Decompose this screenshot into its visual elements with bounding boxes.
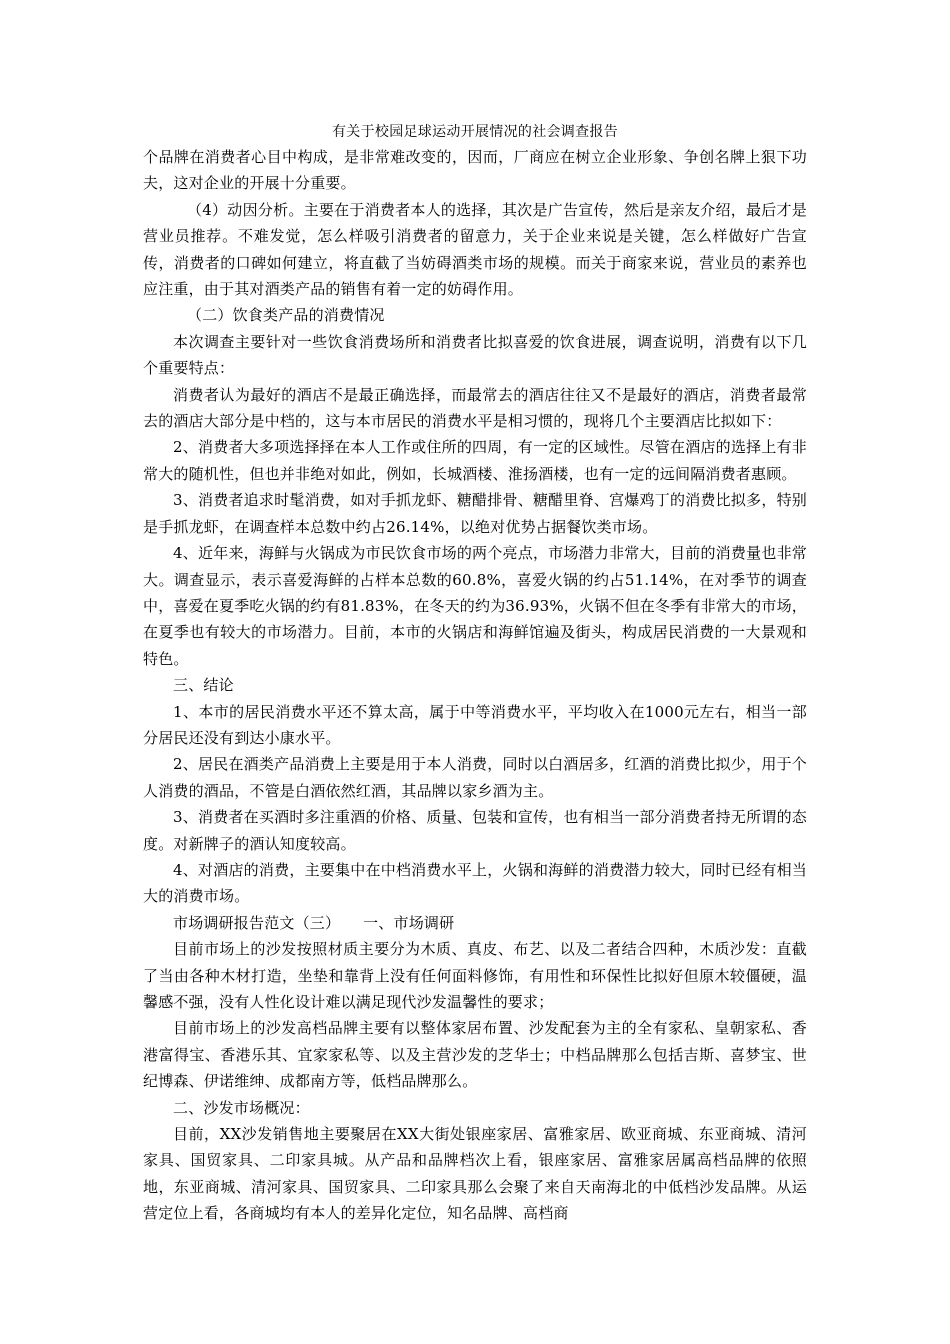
paragraph-point-2: 2、消费者大多项选择择在本人工作或住所的四周，有一定的区域性。尽管在酒店的选择上有非常大的随机性，但也并非绝对如此，例如，长城酒楼、淮扬酒楼，也有一定的远间隔消费者惠顾。	[143, 438, 807, 483]
paragraph-motive-analysis: （4）动因分析。主要在于消费者本人的选择，其次是广告宣传，然后是亲友介绍，最后才是营业员推荐。不难发觉，怎么样吸引消费者的留意力，关于企业来说是关键，怎么样做好广告宣传，消费者的口碑如何建立，将直截了当妨碍酒类市场的规模。而关于商家来说，营业员的素养也应注重，由于其对酒类产品的销售有着一定的妨碍作用。	[143, 200, 807, 299]
paragraph-sofa-brands: 目前市场上的沙发高档品牌主要有以整体家居布置、沙发配套为主的全有家私、皇朝家私、香港富得宝、香港乐其、宜家家私等、以及主营沙发的芝华士；中档品牌那么包括吉斯、喜梦宝、世纪博森、伊诺维绅、成都南方等，低档品牌那么。	[143, 1019, 807, 1091]
paragraph-survey-intro: 本次调查主要针对一些饮食消费场所和消费者比拟喜爱的饮食进展，调查说明，消费有以下几个重要特点：	[143, 332, 807, 378]
paragraph-restaurant-choice: 消费者认为最好的酒店不是最正确选择，而最常去的酒店往往又不是最好的酒店，消费者最常去的酒店大部分是中档的，这与本市居民的消费水平是相习惯的，现将几个主要酒店比拟如下：	[143, 385, 807, 431]
section-heading-food-consumption: （二）饮食类产品的消费情况	[187, 306, 385, 325]
paragraph-conclusion-1: 1、本市的居民消费水平还不算太高，属于中等消费水平，平均收入在1000元左右，相当一部分居民还没有到达小康水平。	[143, 702, 807, 747]
paragraph-conclusion-4: 4、对酒店的消费，主要集中在中档消费水平上，火锅和海鲜的消费潜力较大，同时已经有相当大的消费市场。	[143, 860, 807, 906]
document-page	[143, 122, 807, 1227]
section-heading-sofa-market: 二、沙发市场概况：	[173, 1098, 310, 1117]
section-heading-sample-3: 市场调研报告范文（三） 一、市场调研	[173, 913, 455, 932]
paragraph-sofa-locations: 目前，XX沙发销售地主要聚居在XX大街处银座家居、富雅家居、欧亚商城、东亚商城、清河家具、国贸家具、二印家具城。从产品和品牌档次上看，银座家居、富雅家居属高档品牌的依照地，东亚商城、清河家具、国贸家具、二印家具那么会聚了来自天南海北的中低档沙发品牌。从运营定位上看，各商城均有本人的差异化定位，知名品牌、高档商	[143, 1125, 807, 1223]
paragraph-conclusion-3: 3、消费者在买酒时多注重酒的价格、质量、包装和宣传，也有相当一部分消费者持无所谓的态度。对新牌子的酒认知度较高。	[143, 808, 807, 853]
section-heading-conclusion: 三、结论	[173, 676, 234, 695]
paragraph-brand-image: 个品牌在消费者心目中构成，是非常难改变的，因而，厂商应在树立企业形象、争创名牌上狠下功夫，这对企业的开展十分重要。	[143, 148, 807, 193]
paragraph-sofa-materials: 目前市场上的沙发按照材质主要分为木质、真皮、布艺、以及二者结合四种，木质沙发：直截了当由各种木材打造，坐垫和靠背上没有任何面料修饰，有用性和环保性比拟好但原木较僵硬，温馨感不强，没有人性化设计难以满足现代沙发温馨性的要求；	[143, 940, 807, 1011]
document-title: 有关于校园足球运动开展情况的社会调查报告	[332, 124, 618, 140]
paragraph-conclusion-2: 2、居民在酒类产品消费上主要是用于本人消费，同时以白酒居多，红酒的消费比拟少，用于个人消费的酒品，不管是白酒依然红酒，其品牌以家乡酒为主。	[143, 755, 807, 800]
paragraph-point-3: 3、消费者追求时髦消费，如对手抓龙虾、糖醋排骨、糖醋里脊、宫爆鸡丁的消费比拟多，特别是手抓龙虾，在调查样本总数中约占26.14%，以绝对优势占据餐饮类市场。	[143, 491, 807, 536]
paragraph-point-4: 4、近年来，海鲜与火锅成为市民饮食市场的两个亮点，市场潜力非常大，目前的消费量也非常大。调查显示，表示喜爱海鲜的占样本总数的60.8%，喜爱火锅的约占51.14%，在对季节的调查中，喜爱在夏季吃火锅的约有81.83%，在冬天的约为36.93%，火锅不但在冬季有非常大的市场，在夏季也有较大的市场潜力。目前，本市的火锅店和海鲜馆遍及街头，构成居民消费的一大景观和特色。	[143, 544, 807, 668]
